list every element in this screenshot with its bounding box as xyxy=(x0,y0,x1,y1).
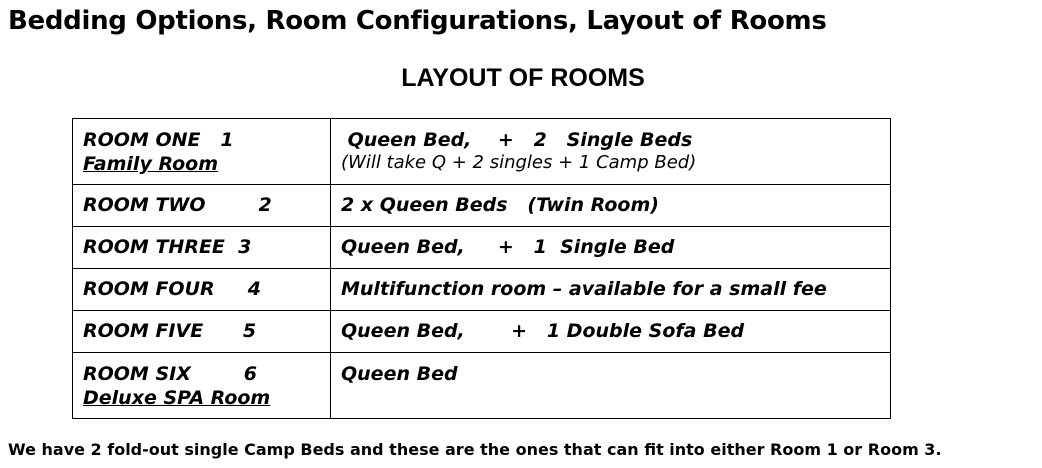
room-bedding-note: (Will take Q + 2 singles + 1 Camp Bed) xyxy=(341,152,697,173)
room-bedding: 2 x Queen Beds (Twin Room) xyxy=(341,194,659,216)
room-name-cell xyxy=(73,269,331,311)
room-bedding: Queen Bed xyxy=(341,363,458,385)
room-bedding-cell xyxy=(331,185,891,227)
room-bedding-cell xyxy=(331,227,891,269)
room-name-cell xyxy=(73,119,331,185)
room-name: ROOM FOUR 4 xyxy=(83,278,261,300)
room-bedding-cell xyxy=(331,353,891,419)
table-row-room-three xyxy=(73,227,891,269)
room-name: ROOM SIX 6 xyxy=(83,363,257,385)
room-name-cell xyxy=(73,227,331,269)
room-bedding-cell xyxy=(331,311,891,353)
room-bedding: Queen Bed, + 1 Single Bed xyxy=(341,236,675,258)
table-row-room-one xyxy=(73,119,891,185)
room-bedding-cell xyxy=(331,269,891,311)
room-name-cell xyxy=(73,311,331,353)
room-subtitle: Family Room xyxy=(83,153,219,175)
section-title: LAYOUT OF ROOMS xyxy=(401,64,645,92)
table-row-room-two xyxy=(73,185,891,227)
table-row-room-four xyxy=(73,269,891,311)
room-bedding-cell xyxy=(331,119,891,185)
room-bedding: Queen Bed, + 1 Double Sofa Bed xyxy=(341,320,745,342)
table-row-room-six xyxy=(73,353,891,419)
room-name: ROOM TWO 2 xyxy=(83,194,272,216)
room-name-cell xyxy=(73,185,331,227)
room-name: ROOM FIVE 5 xyxy=(83,320,257,342)
footer-note: We have 2 fold-out single Camp Beds and these are the ones that can fit into either Room 1 or Room 3. xyxy=(8,440,942,459)
page-heading: Bedding Options, Room Configurations, Layout of Rooms xyxy=(8,6,827,36)
room-name: ROOM THREE 3 xyxy=(83,236,252,258)
table-row-room-five xyxy=(73,311,891,353)
room-bedding: Multifunction room – available for a small fee xyxy=(341,278,827,300)
room-name: ROOM ONE 1 xyxy=(83,129,234,151)
room-bedding: Queen Bed, + 2 Single Beds xyxy=(341,129,693,151)
room-name-cell xyxy=(73,353,331,419)
room-subtitle: Deluxe SPA Room xyxy=(83,387,271,409)
rooms-table xyxy=(72,118,891,419)
